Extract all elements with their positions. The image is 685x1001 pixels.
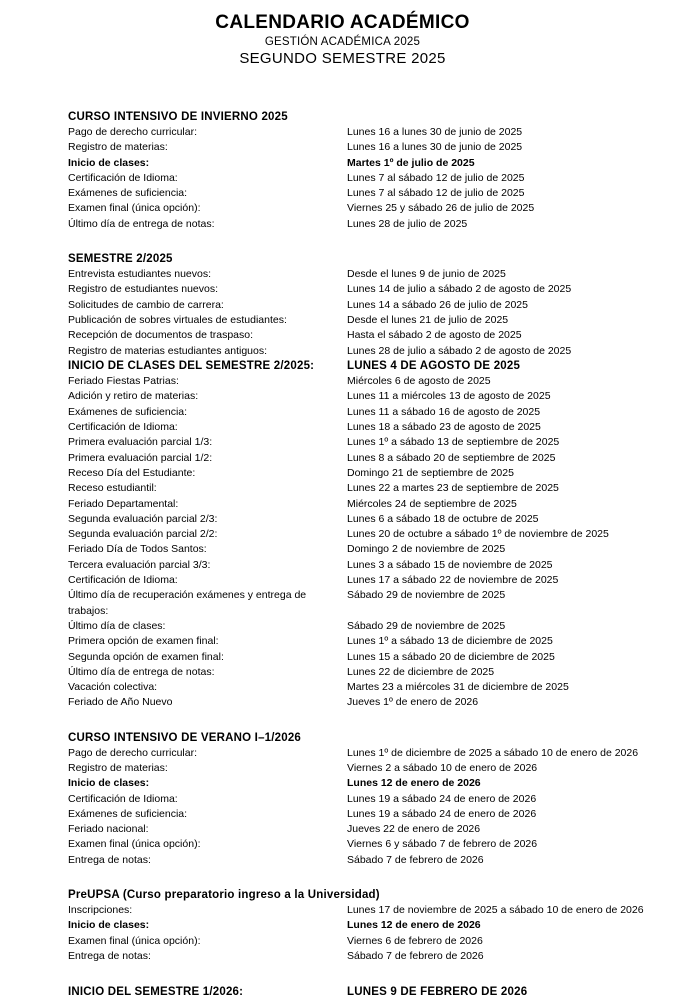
calendar-row <box>68 140 677 155</box>
calendar-row <box>68 298 677 313</box>
calendar-row <box>68 853 677 868</box>
row-value: Lunes 12 de enero de 2026 <box>347 919 481 932</box>
row-label: Pago de derecho curricular: <box>68 746 197 759</box>
row-label: Solicitudes de cambio de carrera: <box>68 298 224 311</box>
row-label: Registro de materias: <box>68 761 168 774</box>
semester-start-row <box>68 985 677 1000</box>
calendar-row <box>68 156 677 171</box>
calendar-row <box>68 903 677 918</box>
row-label: Feriado Departamental: <box>68 497 179 510</box>
calendar-sections <box>68 111 677 964</box>
row-value: Sábado 7 de febrero de 2026 <box>347 949 484 962</box>
row-value: Lunes 16 a lunes 30 de junio de 2025 <box>347 126 523 138</box>
row-value: Lunes 15 a sábado 20 de diciembre de 2025 <box>347 650 555 663</box>
row-label: Exámenes de suficiencia: <box>68 807 188 820</box>
calendar-row <box>68 282 677 297</box>
row-value: Lunes 22 a martes 23 de septiembre de 2025 <box>347 482 559 495</box>
calendar-row <box>68 665 677 680</box>
calendar-row <box>68 481 677 496</box>
row-label: Registro de materias estudiantes antiguos: <box>68 344 268 357</box>
row-value: Lunes 18 a sábado 23 de agosto de 2025 <box>347 421 541 434</box>
row-label: Entrega de notas: <box>68 949 151 962</box>
calendar-row <box>68 328 677 343</box>
row-value: Martes 1º de julio de 2025 <box>347 156 475 169</box>
calendar-row <box>68 512 677 527</box>
row-label: Examen final (única opción): <box>68 838 201 851</box>
row-label: Feriado de Año Nuevo <box>68 696 173 709</box>
calendar-row <box>68 497 677 512</box>
row-value: Lunes 7 al sábado 12 de julio de 2025 <box>347 171 525 184</box>
calendar-row <box>68 761 677 776</box>
row-value: Lunes 1º a sábado 13 de diciembre de 2025 <box>347 635 553 648</box>
calendar-row <box>68 201 677 216</box>
row-value: Viernes 6 de febrero de 2026 <box>347 934 483 947</box>
row-label: Entrevista estudiantes nuevos: <box>68 268 212 281</box>
row-label: Segunda evaluación parcial 2/3: <box>68 512 218 525</box>
row-label: Vacación colectiva: <box>68 681 158 694</box>
row-value: Lunes 6 a sábado 18 de octubre de 2025 <box>347 512 539 525</box>
calendar-row <box>68 374 677 389</box>
row-value: Lunes 14 de julio a sábado 2 de agosto de 2025 <box>347 283 572 296</box>
row-label: Primera evaluación parcial 1/2: <box>68 451 213 464</box>
calendar-row <box>68 650 677 665</box>
row-label: Certificación de Idioma: <box>68 421 178 434</box>
calendar-section <box>68 253 677 711</box>
calendar-row <box>68 680 677 695</box>
row-value: Lunes 28 de julio de 2025 <box>347 217 468 230</box>
section-title: SEMESTRE 2/2025 <box>68 253 173 266</box>
row-label: Tercera evaluación parcial 3/3: <box>68 558 211 571</box>
row-value: Lunes 17 a sábado 22 de noviembre de 2025 <box>347 574 559 587</box>
row-value: Sábado 29 de noviembre de 2025 <box>347 619 506 632</box>
row-value: Lunes 22 de diciembre de 2025 <box>347 665 495 678</box>
row-label: Examen final (única opción): <box>68 934 201 947</box>
row-value: Viernes 2 a sábado 10 de enero de 2026 <box>347 761 538 774</box>
calendar-row <box>68 527 677 542</box>
row-value: Domingo 2 de noviembre de 2025 <box>347 543 506 556</box>
row-value: Lunes 20 de octubre a sábado 1º de noviembre de 2025 <box>347 528 609 541</box>
row-label: Recepción de documentos de traspaso: <box>68 329 254 342</box>
calendar-row <box>68 918 677 933</box>
calendar-row <box>68 186 677 201</box>
calendar-row <box>68 389 677 404</box>
row-label: Entrega de notas: <box>68 853 151 866</box>
section-title: CURSO INTENSIVO DE INVIERNO 2025 <box>68 111 288 123</box>
row-label: Feriado Día de Todos Santos: <box>68 543 207 556</box>
calendar-content <box>0 111 685 1001</box>
calendar-row <box>68 217 677 232</box>
calendar-row <box>68 313 677 328</box>
calendar-row <box>68 359 677 374</box>
row-label: Certificación de Idioma: <box>68 574 178 587</box>
row-label: Registro de estudiantes nuevos: <box>68 283 219 296</box>
row-value: Jueves 1º de enero de 2026 <box>347 696 479 709</box>
calendar-row <box>68 125 677 140</box>
calendar-row <box>68 466 677 481</box>
row-value: Sábado 7 de febrero de 2026 <box>347 853 484 866</box>
row-value: Lunes 28 de julio a sábado 2 de agosto de 2025 <box>347 344 572 357</box>
row-label: Último día de recuperación exámenes y entrega de trabajos: <box>68 589 307 617</box>
row-value: Hasta el sábado 2 de agosto de 2025 <box>347 329 522 342</box>
row-label: Primera opción de examen final: <box>68 635 219 648</box>
section-title: CURSO INTENSIVO DE VERANO I–1/2026 <box>68 731 302 744</box>
calendar-row <box>68 807 677 822</box>
row-label: Examen final (única opción): <box>68 202 201 215</box>
semester-start-label: INICIO DEL SEMESTRE 1/2026: <box>68 986 244 999</box>
row-value: Lunes 11 a sábado 16 de agosto de 2025 <box>347 405 541 418</box>
calendar-section <box>68 889 677 964</box>
row-label: Feriado nacional: <box>68 823 149 836</box>
row-value: Viernes 25 y sábado 26 de julio de 2025 <box>347 202 535 215</box>
row-label: Último día de entrega de notas: <box>68 217 215 230</box>
calendar-row <box>68 695 677 710</box>
row-label: Último día de entrega de notas: <box>68 665 215 678</box>
calendar-row <box>68 588 677 619</box>
row-value: Lunes 7 al sábado 12 de julio de 2025 <box>347 187 525 200</box>
calendar-row <box>68 934 677 949</box>
row-value: Lunes 8 a sábado 20 de septiembre de 2025 <box>347 451 556 464</box>
row-label: Inicio de clases: <box>68 777 150 790</box>
row-label: Segunda evaluación parcial 2/2: <box>68 528 218 541</box>
calendar-row <box>68 746 677 761</box>
document-subtitle-gestion: GESTIÓN ACADÉMICA 2025 <box>264 36 421 48</box>
calendar-row <box>68 420 677 435</box>
calendar-row <box>68 558 677 573</box>
calendar-row <box>68 776 677 791</box>
section-title: PreUPSA (Curso preparatorio ingreso a la Universidad) <box>68 889 380 902</box>
calendar-row <box>68 634 677 649</box>
row-value: Desde el lunes 21 de julio de 2025 <box>347 313 509 326</box>
row-label: Certificación de Idioma: <box>68 792 178 805</box>
row-value: Lunes 16 a lunes 30 de junio de 2025 <box>347 141 523 154</box>
row-value: Lunes 1º de diciembre de 2025 a sábado 10 de enero de 2026 <box>347 746 639 759</box>
row-label: Exámenes de suficiencia: <box>68 405 188 418</box>
row-label: Registro de materias: <box>68 141 168 154</box>
row-value: Lunes 12 de enero de 2026 <box>347 777 481 790</box>
row-value: LUNES 4 DE AGOSTO DE 2025 <box>347 359 521 372</box>
row-label: Certificación de Idioma: <box>68 171 178 184</box>
row-label: INICIO DE CLASES DEL SEMESTRE 2/2025: <box>68 359 315 372</box>
calendar-row <box>68 792 677 807</box>
row-value: Viernes 6 y sábado 7 de febrero de 2026 <box>347 838 538 851</box>
row-label: Inicio de clases: <box>68 919 150 932</box>
row-value: Lunes 17 de noviembre de 2025 a sábado 10 de enero de 2026 <box>347 904 644 917</box>
row-label: Feriado Fiestas Patrias: <box>68 375 179 388</box>
calendar-row <box>68 822 677 837</box>
document-header <box>0 12 685 67</box>
row-label: Receso Día del Estudiante: <box>68 466 196 479</box>
document-subtitle-semestre: SEGUNDO SEMESTRE 2025 <box>239 50 446 67</box>
row-label: Publicación de sobres virtuales de estudiantes: <box>68 313 287 326</box>
row-label: Receso estudiantil: <box>68 482 157 495</box>
row-label: Segunda opción de examen final: <box>68 650 224 663</box>
row-label: Inscripciones: <box>68 904 133 917</box>
row-value: Martes 23 a miércoles 31 de diciembre de 2025 <box>347 681 569 694</box>
calendar-row <box>68 949 677 964</box>
row-value: Lunes 19 a sábado 24 de enero de 2026 <box>347 807 537 820</box>
calendar-row <box>68 267 677 282</box>
calendar-row <box>68 435 677 450</box>
row-value: Lunes 19 a sábado 24 de enero de 2026 <box>347 792 537 805</box>
calendar-row <box>68 837 677 852</box>
row-value: Sábado 29 de noviembre de 2025 <box>347 589 506 602</box>
calendar-row <box>68 171 677 186</box>
calendar-section <box>68 111 677 232</box>
calendar-row <box>68 542 677 557</box>
row-value: Desde el lunes 9 de junio de 2025 <box>347 268 506 281</box>
row-label: Pago de derecho curricular: <box>68 126 197 138</box>
calendar-row <box>68 405 677 420</box>
calendar-row <box>68 573 677 588</box>
row-value: Miércoles 6 de agosto de 2025 <box>347 375 491 388</box>
row-label: Inicio de clases: <box>68 156 150 169</box>
row-value: Miércoles 24 de septiembre de 2025 <box>347 497 517 510</box>
row-value: Domingo 21 de septiembre de 2025 <box>347 466 514 479</box>
calendar-row <box>68 451 677 466</box>
row-label: Último día de clases: <box>68 619 166 632</box>
row-value: Lunes 3 a sábado 15 de noviembre de 2025 <box>347 558 553 571</box>
row-label: Primera evaluación parcial 1/3: <box>68 436 213 449</box>
row-value: Lunes 11 a miércoles 13 de agosto de 2025 <box>347 390 551 403</box>
row-value: Lunes 1º a sábado 13 de septiembre de 2025 <box>347 436 560 449</box>
calendar-row <box>68 344 677 359</box>
row-label: Exámenes de suficiencia: <box>68 187 188 200</box>
calendar-row <box>68 619 677 634</box>
document-title: CALENDARIO ACADÉMICO <box>215 12 470 33</box>
row-value: Lunes 14 a sábado 26 de julio de 2025 <box>347 298 528 311</box>
row-value: Jueves 22 de enero de 2026 <box>347 823 481 836</box>
row-label: Adición y retiro de materias: <box>68 390 199 403</box>
calendar-section <box>68 732 677 868</box>
semester-start-value: LUNES 9 DE FEBRERO DE 2026 <box>347 986 528 999</box>
